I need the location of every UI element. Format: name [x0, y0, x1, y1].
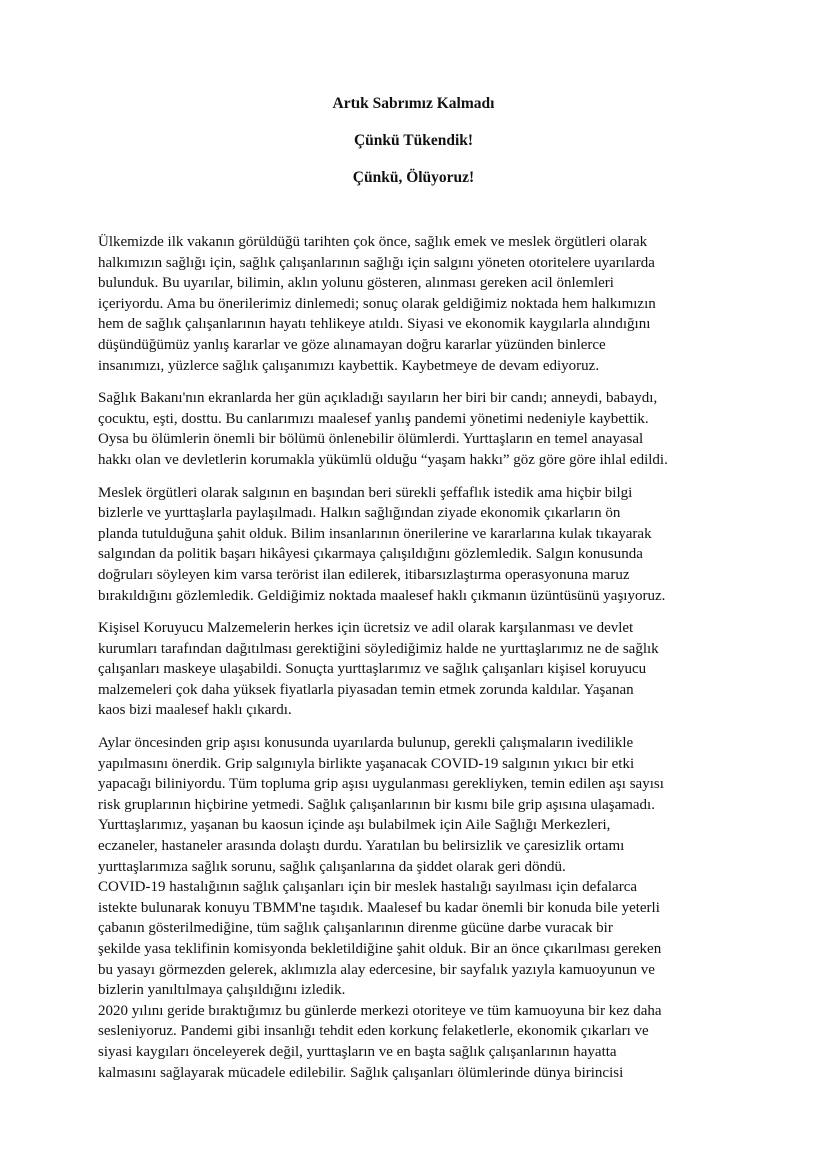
text-line: doğruları söyleyen kim varsa terörist ilan edilerek, itibarsızlaştırma operasyonuna maruz [98, 566, 630, 583]
paragraph [98, 483, 730, 607]
text-line: bizlerle ve yurttaşlarla paylaşılmadı. Halkın sağlığından ziyade ekonomik çıkarların ön [98, 505, 621, 522]
text-line: bırakıldığını gözlemledik. Geldiğimiz noktada maalesef haklı çıkmanın üzüntüsünü yaşıyoruz. [98, 587, 666, 604]
text-line: yurttaşlarımıza sağlık sorunu, sağlık çalışanlarına da şiddet olarak geri döndü. [98, 858, 566, 875]
text-line: risk gruplarının hiçbirine yetmedi. Sağlık çalışanlarının bir kısmı bile grip aşısına ulaşamadı. [98, 796, 655, 813]
text-line: insanımızı, yüzlerce sağlık çalışanımızı kaybettik. Kaybetmeye de devam ediyoruz. [98, 357, 600, 374]
text-line: malzemeleri çok daha yüksek fiyatlarla piyasadan temin etmek zorunda kaldılar. Yaşanan [98, 681, 634, 698]
text-line: hakkı olan ve devletlerin korumakla yükümlü olduğu “yaşam hakkı” göz göre göre ihlal edildi. [98, 451, 668, 468]
paragraph [98, 232, 730, 376]
text-line: içeriyordu. Ama bu önerilerimiz dinlemedi; sonuç olarak geldiğimiz noktada hem halkımızın [98, 295, 656, 312]
text-line: Sağlık Bakanı'nın ekranlarda her gün açıkladığı sayıların her biri bir candı; anneydi, babaydı, [98, 390, 658, 407]
text-line: salgından da politik başarı hikâyesi çıkarmaya çalışıldığını gözlemledik. Salgın konusunda [98, 546, 643, 563]
text-line: eczaneler, hastaneler arasında dolaştı durdu. Yaratılan bu belirsizlik ve çaresizlik ortamı [98, 838, 625, 855]
text-line: Kişisel Koruyucu Malzemelerin herkes için ücretsiz ve adil olarak karşılanması ve devlet [98, 620, 634, 637]
paragraph [98, 388, 730, 470]
text-line: halkımızın sağlığı için, sağlık çalışanlarının sağlığı için salgını yöneten otoritelere uyarılarda [98, 254, 655, 271]
text-line: bu yasayı görmezden gelerek, aklımızla alay edercesine, bir sayfalık yazıyla kamuoyunun ve [98, 961, 655, 978]
text-line: 2020 yılını geride bıraktığımız bu günlerde merkezi otoriteye ve tüm kamuoyuna bir kez daha [98, 1002, 662, 1019]
text-line: sesleniyoruz. Pandemi gibi insanlığı tehdit eden korkunç felaketlerle, ekonomik çıkarları ve [98, 1023, 649, 1040]
text-line: çocuktu, eşti, dosttu. Bu canlarımızı maalesef yanlış pandemi yönetimi nedeniyle kaybettik. [98, 410, 649, 427]
text-line: COVID-19 hastalığının sağlık çalışanları için bir meslek hastalığı sayılması için defalarca [98, 879, 638, 896]
text-line: planda tutulduğuna şahit olduk. Bilim insanlarının önerilerine ve kararlarına kulak tıkayarak [98, 525, 652, 542]
title-block [0, 94, 827, 205]
text-line: Ülkemizde ilk vakanın görüldüğü tarihten çok önce, sağlık emek ve meslek örgütleri olarak [98, 234, 648, 250]
text-line: hem de sağlık çalışanlarının hayatı tehlikeye atıldı. Siyasi ve ekonomik kaygılarla alındığını [98, 316, 651, 333]
text-line: düşündüğümüz yanlış kararlar ve göze alınamayan doğru kararlar yüzünden binlerce [98, 336, 606, 353]
document-body [98, 232, 730, 1083]
main-title: Artık Sabrımız Kalmadı [332, 95, 495, 112]
text-line: bulunduk. Bu uyarılar, bilimin, aklın yolunu gösteren, alınması gereken acil önlemleri [98, 275, 614, 292]
text-line: Meslek örgütleri olarak salgının en başından beri sürekli şeffaflık istedik ama hiçbir bilgi [98, 484, 633, 501]
text-line: yapılmasını önerdik. Grip salgınıyla birlikte yaşanacak COVID-19 salgının yıkıcı bir etki [98, 755, 635, 772]
text-line: Yurttaşlarımız, yaşanan bu kaosun içinde aşı bulabilmek için Aile Sağlığı Merkezleri, [98, 817, 611, 834]
text-line: kaos bizi maalesef haklı çıkardı. [98, 702, 292, 719]
subtitle-2: Çünkü, Ölüyoruz! [352, 169, 475, 186]
subtitle-1: Çünkü Tükendik! [353, 132, 474, 149]
text-line: istekte bulunarak konuyu TBMM'ne taşıdık. Maalesef bu kadar önemli bir konuda bile yeterli [98, 899, 660, 916]
text-line: çabanın gösterilmediğine, tüm sağlık çalışanlarının direnme gücüne darbe vuracak bir [98, 920, 613, 937]
text-line: siyasi kaygıları önceleyerek değil, yurttaşların ve en başta sağlık çalışanlarının hayatta [98, 1043, 617, 1060]
text-line: Oysa bu ölümlerin önemli bir bölümü önlenebilir ölümlerdi. Yurttaşların en temel anayasal [98, 431, 644, 448]
text-line: kurumları tarafından dağıtılması gerektiğini söylediğimiz halde ne yurttaşlarımız ne de sağlık [98, 640, 659, 657]
text-line: çalışanları maskeye ulaşabildi. Sonuçta yurttaşlarımız ve sağlık çalışanları kişisel koruyucu [98, 661, 647, 678]
text-line: kalmasını sağlayarak mücadele edilebilir. Sağlık çalışanları ölümlerinde dünya birincisi [98, 1064, 624, 1081]
paragraph [98, 618, 730, 721]
text-line: Aylar öncesinden grip aşısı konusunda uyarılarda bulunup, gerekli çalışmaların ivedilikle [98, 735, 634, 752]
paragraph [98, 733, 730, 1083]
text-line: yapacağı biliniyordu. Tüm topluma grip aşısı uygulanması gerekliyken, temin edilen aşı sayısı [98, 776, 664, 793]
text-line: bizlerin yanıltılmaya çalışıldığını izledik. [98, 982, 346, 999]
text-line: şekilde yasa teklifinin komisyonda bekletildiğine şahit olduk. Bir an önce çıkarılması gereken [98, 941, 662, 957]
